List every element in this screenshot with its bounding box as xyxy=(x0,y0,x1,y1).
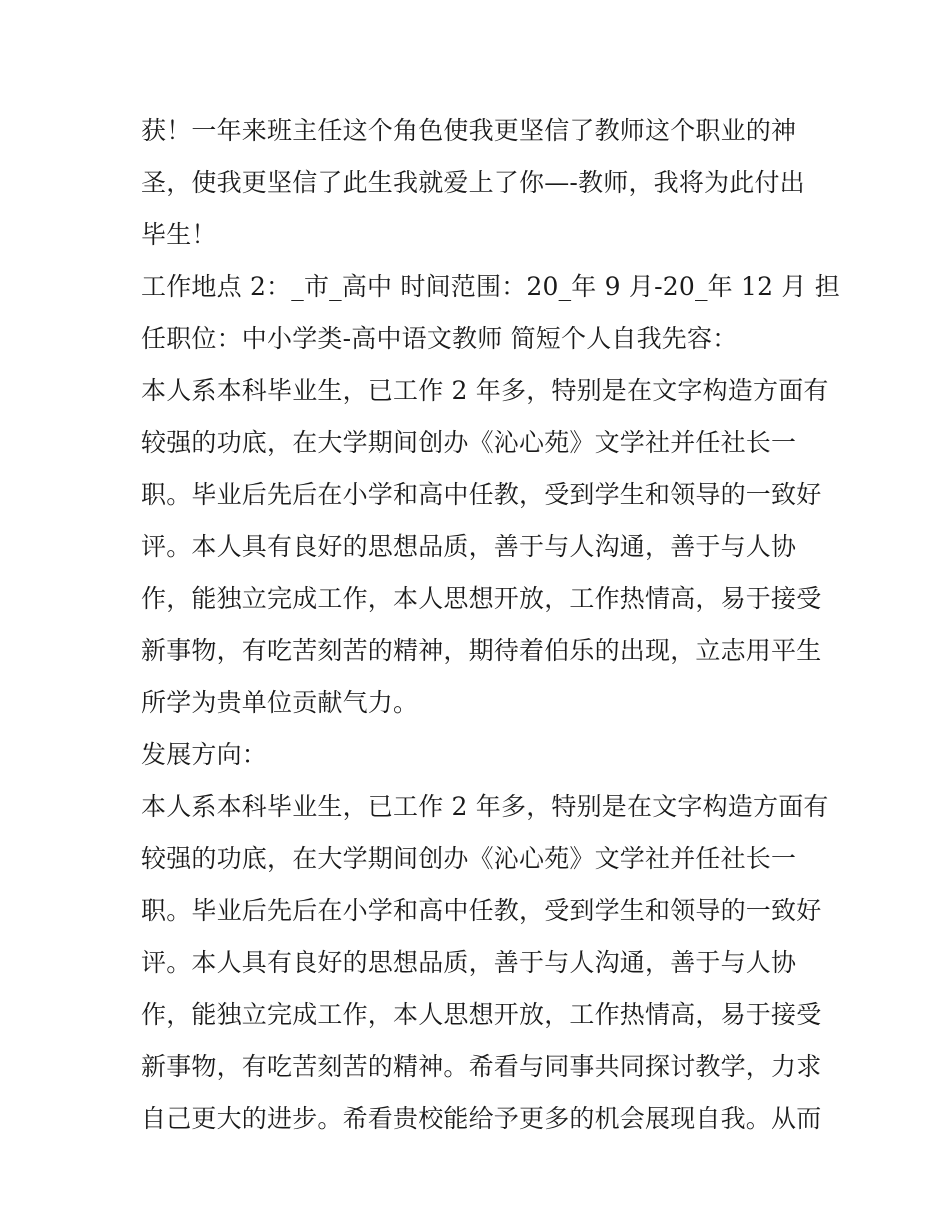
text-line: 圣，使我更坚信了此生我就爱上了你—-教师，我将为此付出 xyxy=(141,168,805,197)
text-line: 作，能独立完成工作，本人思想开放，工作热情高，易于接受 xyxy=(141,1000,822,1029)
text-line: 评。本人具有良好的思想品质，善于与人沟通，善于与人协 xyxy=(141,948,797,977)
text-line: 毕生！ xyxy=(141,220,217,249)
section-heading: 发展方向： xyxy=(141,740,268,769)
text-line: 任职位：中小学类-高中语文教师 简短个人自我先容： xyxy=(141,324,738,353)
text-line: 较强的功底，在大学期间创办《沁心苑》文学社并任社长一 xyxy=(141,844,797,873)
text-line: 获！一年来班主任这个角色使我更坚信了教师这个职业的神 xyxy=(141,116,797,145)
text-line: 工作地点 2：_市_高中 时间范围：20_年 9 月-20_年 12 月 担 xyxy=(141,272,840,301)
text-line: 评。本人具有良好的思想品质，善于与人沟通，善于与人协 xyxy=(141,532,797,561)
text-line: 作，能独立完成工作，本人思想开放，工作热情高，易于接受 xyxy=(141,584,822,613)
text-line: 职。毕业后先后在小学和高中任教，受到学生和领导的一致好 xyxy=(141,896,822,925)
text-line: 所学为贵单位贡献气力。 xyxy=(141,688,419,717)
document-body xyxy=(141,105,840,1145)
text-line: 较强的功底，在大学期间创办《沁心苑》文学社并任社长一 xyxy=(141,428,797,457)
text-line: 自己更大的进步。希看贵校能给予更多的机会展现自我。从而 xyxy=(141,1104,822,1133)
text-line: 新事物，有吃苦刻苦的精神，期待着伯乐的出现，立志用平生 xyxy=(141,636,822,665)
text-line: 新事物，有吃苦刻苦的精神。希看与同事共同探讨教学，力求 xyxy=(141,1052,822,1081)
text-line: 职。毕业后先后在小学和高中任教，受到学生和领导的一致好 xyxy=(141,480,822,509)
text-line: 本人系本科毕业生，已工作 2 年多，特别是在文字构造方面有 xyxy=(141,376,829,405)
text-line: 本人系本科毕业生，已工作 2 年多，特别是在文字构造方面有 xyxy=(141,792,829,821)
